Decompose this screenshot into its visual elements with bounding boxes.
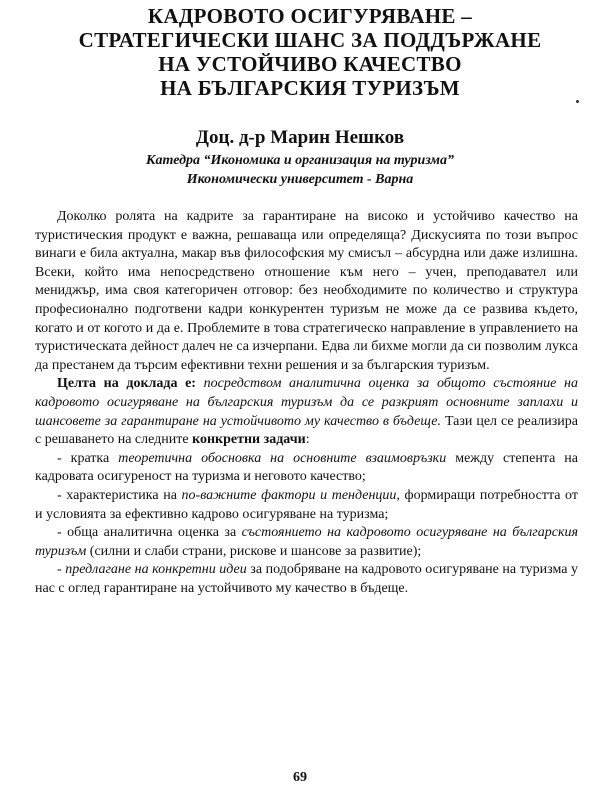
goal-paragraph [35,375,578,449]
task-tail: за подобряване на кадровото осигуряване на туризма у нас с оглед гарантиране на устойчивото му качество в бъдеще. [35,562,578,596]
task-item [35,487,578,524]
task-prefix: - кратка [57,450,119,466]
task-tail: между степента на кадровата осигуреност на туризма и неговото качество; [35,450,578,485]
task-emphasis: по-важните фактори и тенденции, [181,487,400,503]
university: Икономически университет - Варна [186,172,414,187]
page-number: 69 [293,770,307,785]
title-line: КАДРОВОТО ОСИГУРЯВАНЕ – [147,4,473,28]
goal-label: Целта на доклада е: [57,376,196,392]
scan-speck [576,100,579,103]
department: Катедра “Икономика и организация на туризма” [146,153,454,168]
tasks-label: конкретни задачи [192,432,306,448]
title-line: СТРАТЕГИЧЕСКИ ШАНС ЗА ПОДДЪРЖАНЕ [78,28,542,52]
task-emphasis: теоретична обосновка на основните взаимовръзки [118,450,447,466]
title-line: НА УСТОЙЧИВО КАЧЕСТВО [158,52,462,76]
task-prefix: - обща аналитична оценка за [57,525,242,541]
task-emphasis: - предлагане на конкретни идеи [57,562,247,578]
goal-statement: посредством аналитична оценка за общото състояние на кадровото осигуряване на българския туризъм да се разкрият основните заплахи и шансовете за гарантиране на устойчивото му качество в бъдеще. [35,376,578,429]
task-item [35,450,578,487]
task-emphasis: състоянието на кадровото осигуряване на българския туризъм [35,525,579,559]
title-line: НА БЪЛГАРСКИЯ ТУРИЗЪМ [160,76,460,100]
article-body [35,208,578,598]
task-prefix: - характеристика на [57,487,182,503]
task-tail: (силни и слаби страни, рискове и шансове за развитие); [86,543,422,559]
article-title [40,4,580,100]
author-name: Доц. д-р Марин Нешков [195,127,405,148]
task-item [35,561,578,598]
task-tail: формиращи потребността от и условията за ефективно кадрово осигуряване на туризма; [35,487,578,522]
intro-paragraph: Доколко ролята на кадрите за гарантиране на високо и устойчиво качество на туристическия продукт е важна, решаваща или определяща? Дискусията по този въпрос винаги е била актуална, макар във философския му смисъл – абсурдна или даже излишна. Всеки, който има непосредствено отношение към него – учен, преподавател или мениджър, има своя категоричен отговор: без необходимите по количество и структура професионално подготвени кадри конкурентен туризъм не може да се развива където, когато и от когото и да е. Проблемите в това стратегическо направление в управлението на туристическата дейност далеч не са изчерпани. Едва ли бихме могли да си позволим лукса да престанем да търсим ефективни техни решения и за българския туризъм. [35,209,578,373]
tasks-colon: : [305,432,310,448]
goal-tail: Тази цел се реализира с решаването на следните [35,413,578,448]
task-item [35,524,578,561]
